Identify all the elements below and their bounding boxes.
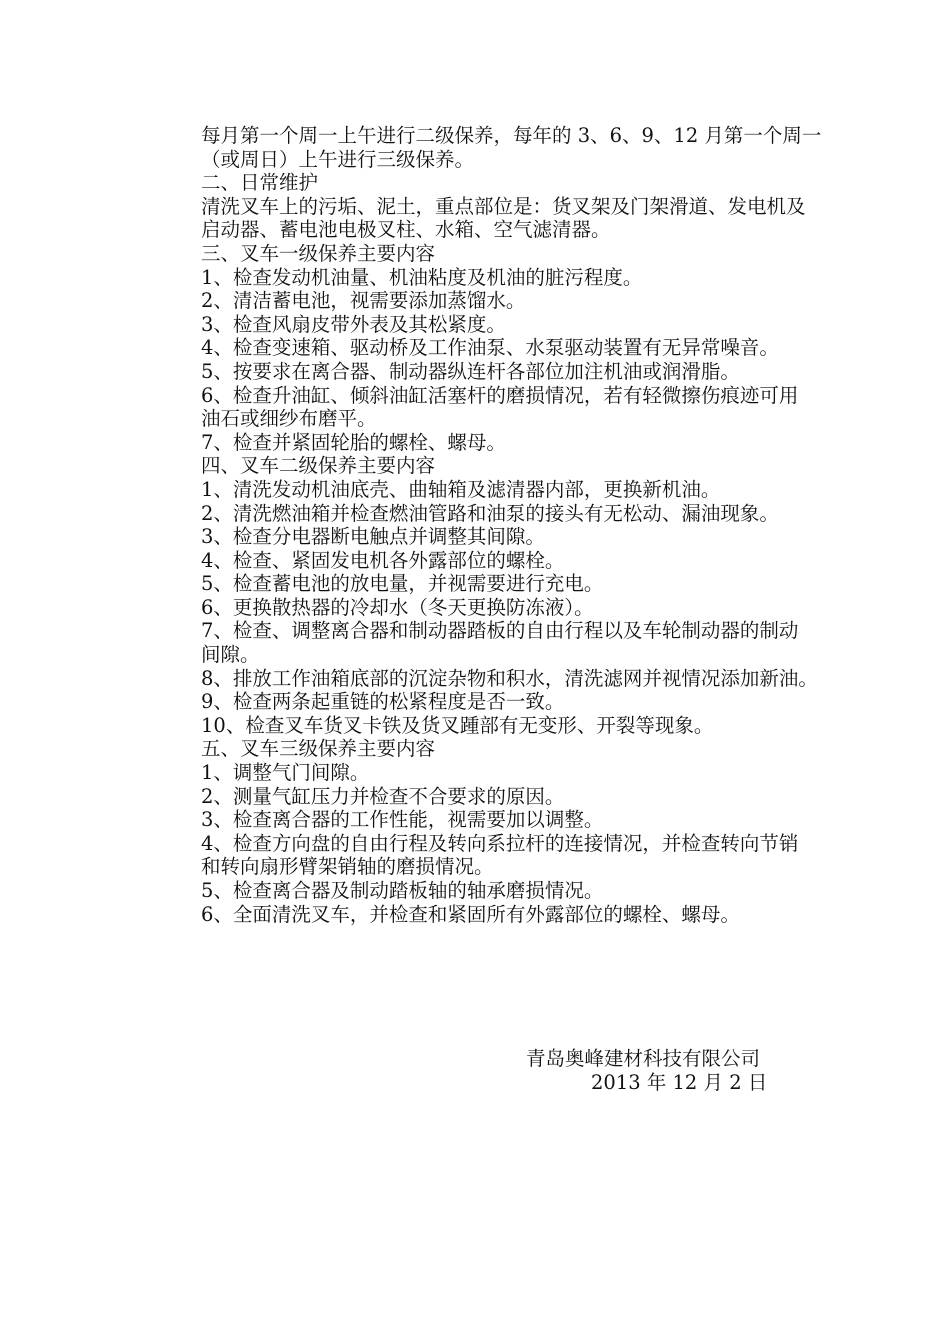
- list-item: 10、检查叉车货叉卡铁及货叉踵部有无变形、开裂等现象。: [201, 713, 714, 737]
- list-item: 3、检查分电器断电触点并调整其间隙。: [201, 525, 545, 549]
- list-item: 6、检查升油缸、倾斜油缸活塞杆的磨损情况，若有轻微擦伤痕迹可用: [201, 383, 799, 407]
- section-heading: 四、叉车二级保养主要内容: [201, 454, 436, 478]
- section-heading: 五、叉车三级保养主要内容: [201, 737, 436, 761]
- signature-date: 2013 年 12 月 2 日: [591, 1070, 768, 1094]
- list-item: 5、按要求在离合器、制动器纵连杆各部位加注机油或润滑脂。: [201, 359, 740, 383]
- list-item: 3、检查风扇皮带外表及其松紧度。: [201, 312, 506, 336]
- list-item-continuation: 油石或细纱布磨平。: [201, 407, 377, 431]
- list-item: 3、检查离合器的工作性能，视需要加以调整。: [201, 808, 604, 832]
- text-line: 每月第一个周一上午进行二级保养，每年的 3、6、9、12 月第一个周一: [201, 124, 822, 147]
- list-item: 7、检查、调整离合器和制动器踏板的自由行程以及车轮制动器的制动: [201, 619, 799, 643]
- list-item: 2、测量气缸压力并检查不合要求的原因。: [201, 784, 565, 808]
- text-line: （或周日）上午进行三级保养。: [201, 147, 475, 171]
- list-item: 2、清洁蓄电池，视需要添加蒸馏水。: [201, 289, 526, 313]
- document-body: [201, 124, 891, 926]
- list-item: 4、检查、紧固发电机各外露部位的螺栓。: [201, 548, 565, 572]
- section-heading: 三、叉车一级保养主要内容: [201, 241, 436, 265]
- list-item: 5、检查蓄电池的放电量，并视需要进行充电。: [201, 572, 604, 596]
- list-item: 4、检查方向盘的自由行程及转向系拉杆的连接情况，并检查转向节销: [201, 831, 799, 855]
- section-heading: 二、日常维护: [201, 171, 319, 195]
- list-item: 1、清洗发动机油底壳、曲轴箱及滤清器内部，更换新机油。: [201, 477, 721, 501]
- text-line: 清洗叉车上的污垢、泥土，重点部位是：货叉架及门架滑道、发电机及: [201, 194, 806, 218]
- list-item: 6、全面清洗叉车，并检查和紧固所有外露部位的螺栓、螺母。: [201, 902, 740, 926]
- list-item-continuation: 和转向扇形臂架销轴的磨损情况。: [201, 855, 494, 879]
- signature-block: [526, 1047, 767, 1094]
- list-item: 9、检查两条起重链的松紧程度是否一致。: [201, 690, 565, 714]
- list-item: 1、调整气门间隙。: [201, 761, 370, 785]
- company-name: 青岛奥峰建材科技有限公司: [526, 1047, 761, 1070]
- list-item-continuation: 间隙。: [201, 643, 260, 667]
- list-item: 6、更换散热器的冷却水（冬天更换防冻液）。: [201, 595, 594, 619]
- list-item: 7、检查并紧固轮胎的螺栓、螺母。: [201, 430, 506, 454]
- list-item: 8、排放工作油箱底部的沉淀杂物和积水，清洗滤网并视情况添加新油。: [201, 666, 818, 690]
- list-item: 4、检查变速箱、驱动桥及工作油泵、水泵驱动装置有无异常噪音。: [201, 336, 779, 360]
- list-item: 2、清洗燃油箱并检查燃油管路和油泵的接头有无松动、漏油现象。: [201, 501, 779, 525]
- list-item: 5、检查离合器及制动踏板轴的轴承磨损情况。: [201, 879, 604, 902]
- text-line: 启动器、蓄电池电极叉柱、水箱、空气滤清器。: [201, 218, 611, 242]
- list-item: 1、检查发动机油量、机油粘度及机油的脏污程度。: [201, 265, 643, 289]
